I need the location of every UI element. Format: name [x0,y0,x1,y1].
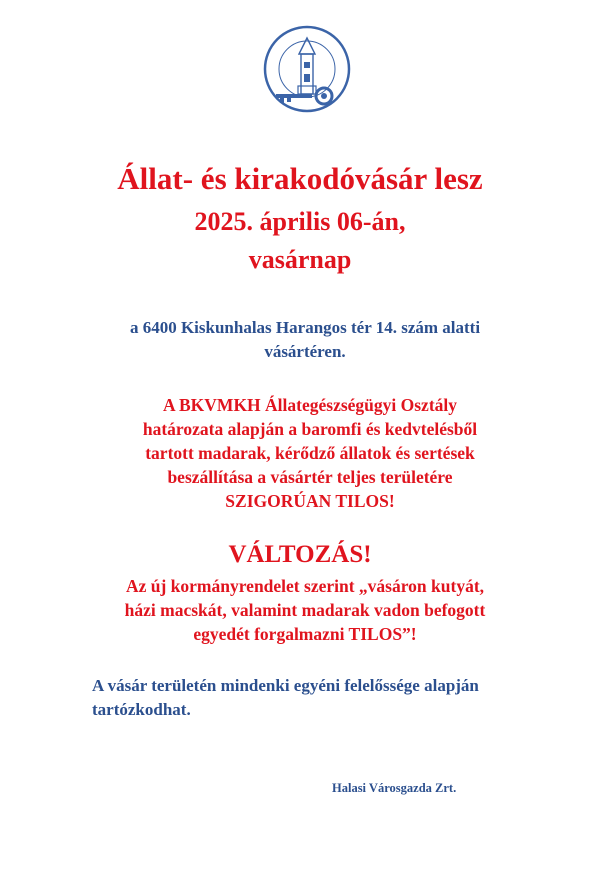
ban-line: határozata alapján a baromfi és kedvtelésből [142,419,478,439]
ban-line: A BKVMKH Állategészségügyi Osztály [162,395,458,415]
responsibility-line: tartózkodhat. [92,700,191,719]
headline-day: vasárnap [248,245,352,274]
tower-emblem-icon [262,24,352,114]
responsibility-notice [92,674,562,722]
company-logo [262,24,352,114]
address-block [40,316,570,364]
change-line: Az új kormányrendelet szerint „vásáron kutyát, [125,576,485,596]
responsibility-line: A vásár területén mindenki egyéni felelőssége alapján [92,676,479,695]
headline-title: Állat- és kirakodóvásár lesz [117,161,483,196]
change-title: VÁLTOZÁS! [228,541,372,568]
change-line: házi macskát, valamint madarak vadon befogott [124,600,486,620]
ban-notice [60,393,560,513]
change-line: egyedét forgalmazni TILOS”! [193,624,417,644]
address-line: vásártéren. [264,342,346,361]
logo-text [352,24,353,25]
change-notice [55,574,555,646]
signature: Halasi Városgazda Zrt. [332,781,457,795]
address-line: a 6400 Kiskunhalas Harangos tér 14. szám alatti [129,318,481,337]
ban-line: beszállítása a vásártér teljes területére [167,467,453,487]
ban-line: SZIGORÚAN TILOS! [225,491,395,511]
ban-line: tartott madarak, kérődző állatok és sertések [145,443,475,463]
headline-date: 2025. április 06-án, [194,207,406,236]
